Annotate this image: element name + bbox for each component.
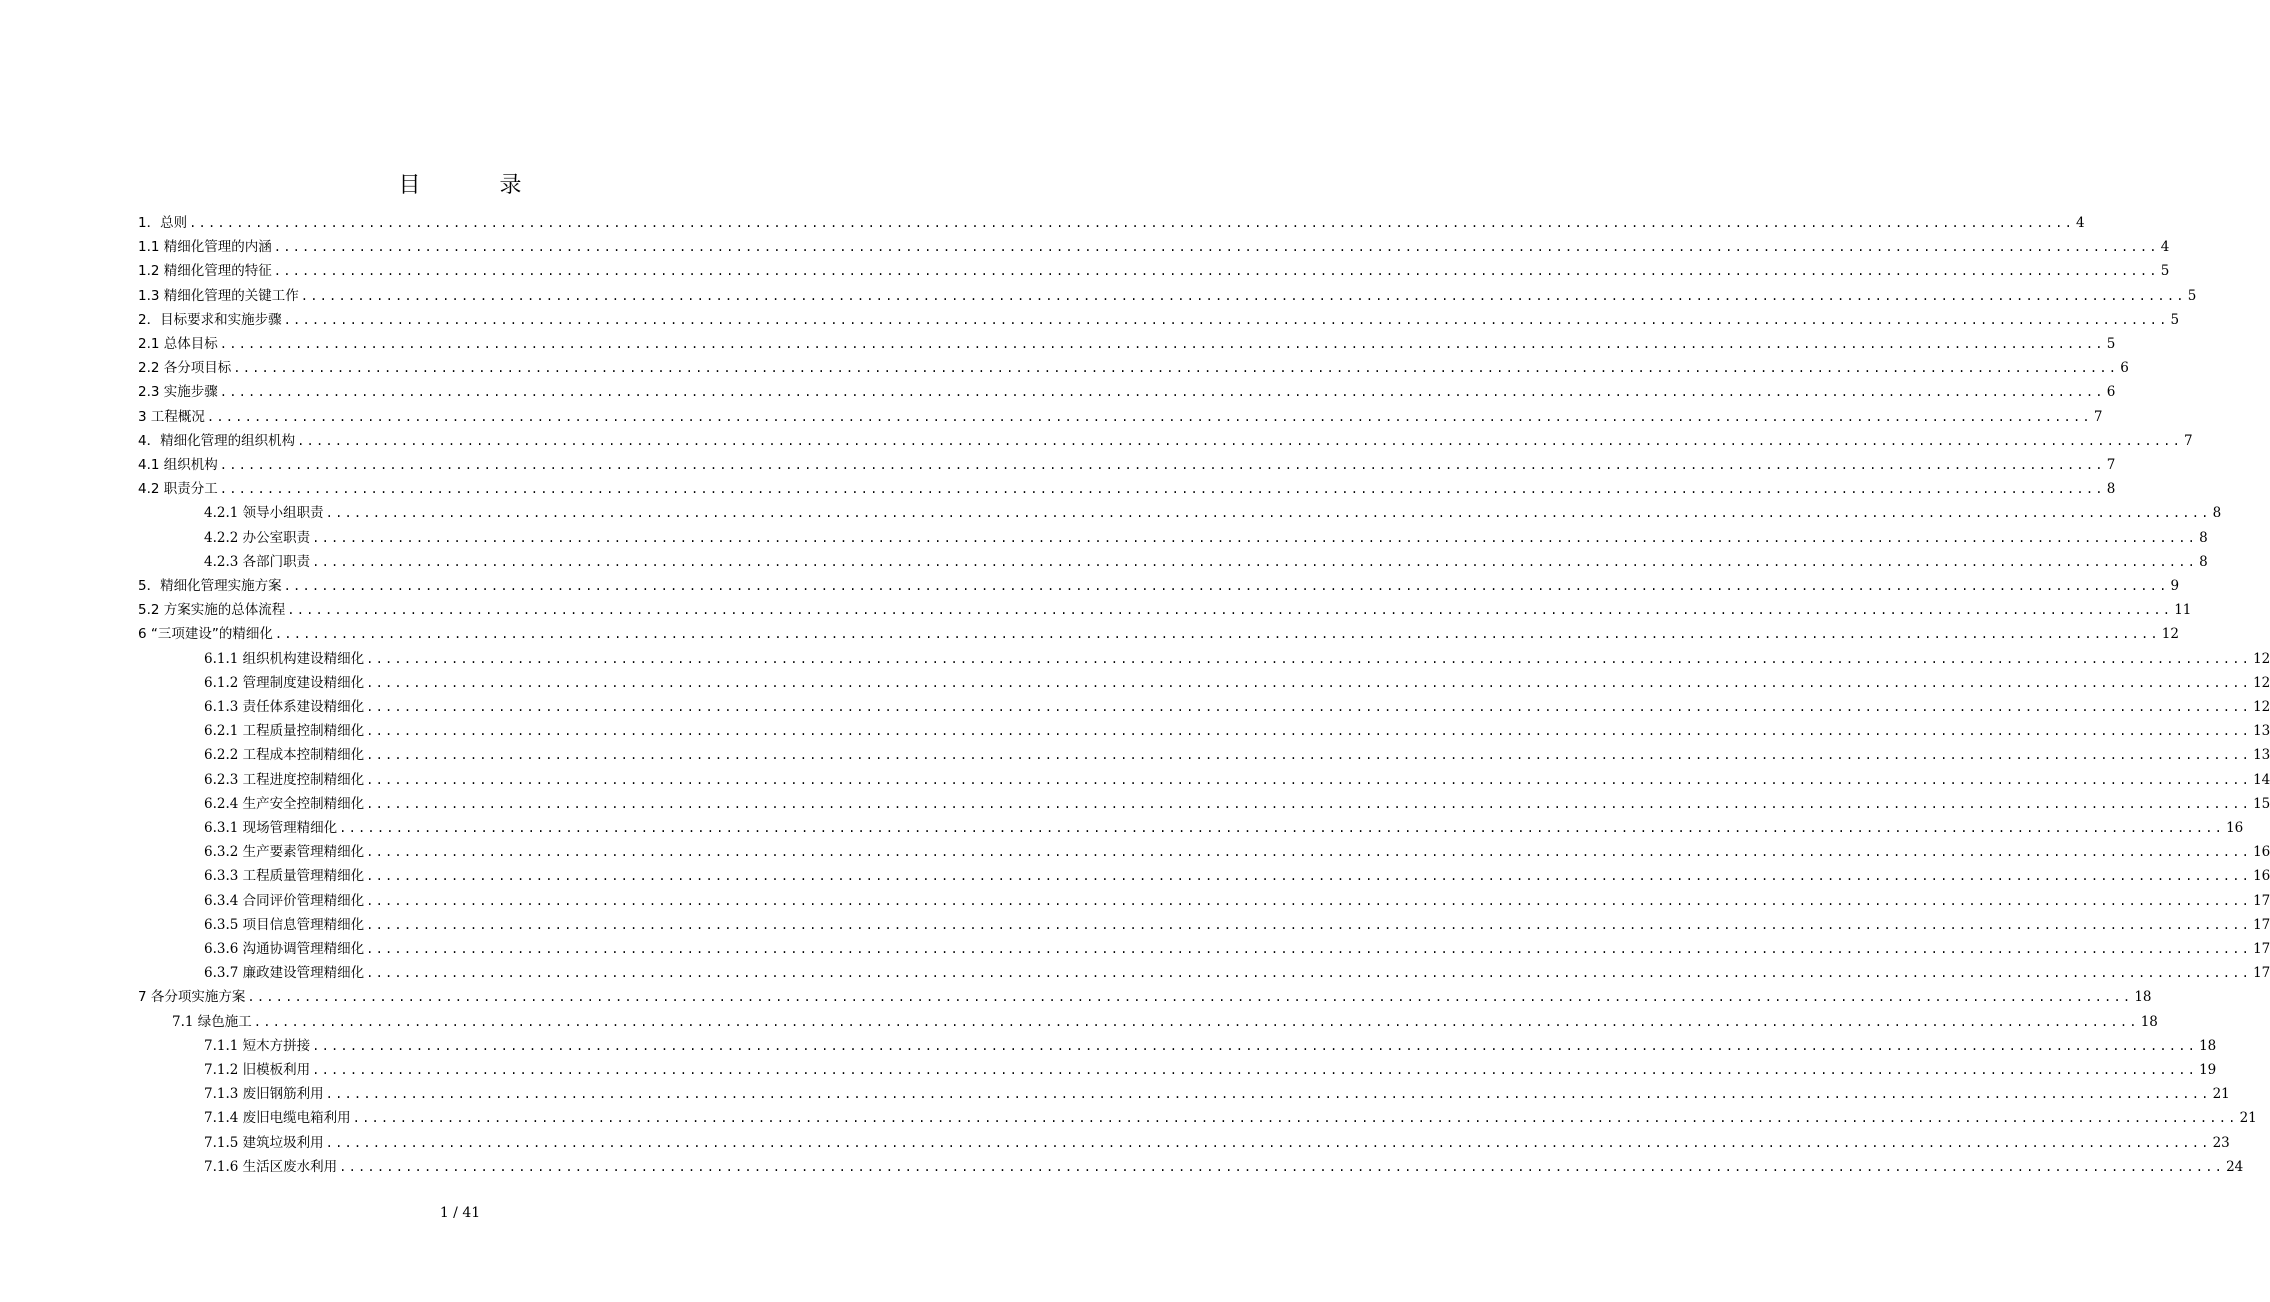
toc-leader-dots: ........................................................................................................................................................................................................	[366, 748, 2252, 763]
toc-entry-page: 13	[2253, 747, 2270, 764]
toc-entry-page: 23	[2212, 1134, 2230, 1151]
toc-entry[interactable]	[0, 547, 2208, 571]
toc-entry-title: 7.1.1 短木方拼接	[204, 1037, 311, 1054]
toc-entry[interactable]	[0, 377, 2116, 401]
toc-entry-page: 19	[2199, 1062, 2217, 1078]
toc-entry-title: 3 工程概况	[138, 408, 205, 425]
toc-entry-title: 4.2.3 各部门职责	[204, 553, 311, 570]
toc-entry-title: 6.3.2 生产要素管理精细化	[204, 844, 365, 861]
toc-entry[interactable]	[0, 934, 2270, 958]
toc-entry[interactable]	[0, 523, 2208, 547]
toc-entry-title: 2.2 各分项目标	[138, 360, 232, 377]
toc-entry[interactable]	[0, 1007, 2158, 1031]
toc-entry-title: 7.1.4 废旧电缆电箱利用	[204, 1110, 351, 1127]
toc-entry[interactable]	[0, 910, 2270, 934]
toc-entry-title: 4.2.2 办公室职责	[204, 529, 311, 546]
toc-entry-page: 12	[2253, 699, 2270, 715]
toc-entry-page: 12	[2161, 626, 2179, 643]
toc-entry-title: 6.2.2 工程成本控制精细化	[204, 747, 365, 764]
toc-leader-dots: ........................................................................................................................................................................................................	[287, 603, 2173, 618]
toc-entry-title: 7.1.3 废旧钢筋利用	[204, 1086, 324, 1103]
toc-leader-dots: ........................................................................................................................................................................................................	[366, 966, 2252, 981]
toc-leader-dots: ........................................................................................................................................................................................................	[366, 893, 2252, 908]
toc-entry-page: 7	[2106, 457, 2116, 473]
toc-entry-page: 16	[2226, 820, 2244, 836]
toc-entry-page: 18	[2199, 1037, 2217, 1054]
toc-entry-title: 1.1 精细化管理的内涵	[138, 239, 272, 256]
toc-leader-dots: ........................................................................................................................................................................................................	[219, 458, 2105, 472]
toc-entry-title: 5．精细化管理实施方案	[138, 578, 282, 594]
toc-leader-dots: ........................................................................................................................................................................................................	[325, 1135, 2211, 1150]
toc-leader-dots: ........................................................................................................................................................................................................	[366, 942, 2252, 956]
toc-leader-dots: ........................................................................................................................................................................................................	[312, 554, 2198, 569]
toc-entry-title: 6.2.3 工程进度控制精细化	[204, 771, 365, 788]
toc-entry-page: 14	[2253, 771, 2270, 788]
toc-entry[interactable]	[0, 450, 2116, 474]
toc-entry-title: 6.1.3 责任体系建设精细化	[204, 699, 365, 715]
toc-entry-page: 8	[2106, 481, 2116, 498]
toc-leader-dots: ........................................................................................................................................................................................................	[339, 1159, 2225, 1174]
toc-entry-title: 7.1.2 旧模板利用	[204, 1062, 311, 1078]
toc-entry-page: 12	[2253, 674, 2270, 691]
toc-leader-dots: ........................................................................................................................................................................................................	[274, 627, 2160, 642]
toc-leader-dots: ........................................................................................................................................................................................................	[253, 1014, 2139, 1029]
toc-entry-title: 7.1 绿色施工	[172, 1013, 252, 1030]
toc-leader-dots: ........................................................................................................................................................................................................	[297, 433, 2183, 448]
toc-entry[interactable]	[0, 1031, 2217, 1055]
toc-entry[interactable]	[0, 837, 2270, 861]
toc-entry-title: 6.3.7 廉政建设管理精细化	[204, 965, 365, 982]
toc-leader-dots: ........................................................................................................................................................................................................	[366, 772, 2252, 787]
toc-entry-title: 6.1.1 组织机构建设精细化	[204, 650, 365, 667]
toc-entry-title: 6.1.2 管理制度建设精细化	[204, 674, 365, 691]
toc-entry-page: 17	[2253, 892, 2270, 909]
toc-entry[interactable]	[0, 232, 2170, 256]
toc-entry[interactable]	[0, 813, 2244, 837]
toc-leader-dots: ........................................................................................................................................................................................................	[352, 1111, 2238, 1126]
toc-leader-dots: ........................................................................................................................................................................................................	[206, 409, 2092, 424]
toc-entry-title: 1.2 精细化管理的特征	[138, 263, 272, 280]
toc-entry-title: 2．目标要求和实施步骤	[138, 311, 282, 328]
toc-leader-dots: ........................................................................................................................................................................................................	[247, 990, 2133, 1005]
toc-entry[interactable]	[0, 281, 2197, 305]
toc-entry-title: 2.3 实施步骤	[138, 384, 218, 401]
toc-entry-page: 18	[2134, 989, 2152, 1006]
toc-entry[interactable]	[0, 789, 2270, 813]
toc-entry-page: 17	[2253, 916, 2270, 933]
toc-entry-page: 21	[2212, 1086, 2230, 1103]
toc-entry-title: 6.3.1 现场管理精细化	[204, 820, 338, 836]
toc-leader-dots: ........................................................................................................................................................................................................	[233, 361, 2119, 376]
toc-entry-page: 18	[2140, 1013, 2158, 1030]
toc-entry-page: 4	[2160, 239, 2170, 256]
toc-entry-title: 4.1 组织机构	[138, 457, 218, 473]
toc-entry-page: 21	[2239, 1110, 2257, 1127]
toc-leader-dots: ........................................................................................................................................................................................................	[273, 240, 2159, 255]
toc-leader-dots: ........................................................................................................................................................................................................	[273, 264, 2159, 279]
toc-entry-page: 7	[2093, 408, 2103, 425]
toc-leader-dots: ........................................................................................................................................................................................................	[366, 869, 2252, 884]
toc-entry-page: 11	[2174, 602, 2192, 619]
toc-entry[interactable]	[0, 716, 2270, 740]
toc-entry-page: 16	[2253, 844, 2270, 861]
toc-entry[interactable]	[0, 765, 2270, 789]
toc-entry[interactable]	[0, 595, 2192, 619]
toc-entry-page: 8	[2212, 505, 2222, 522]
toc-entry[interactable]	[0, 1079, 2230, 1103]
toc-entry[interactable]	[0, 644, 2270, 668]
toc-entry-title: 1.3 精细化管理的关键工作	[138, 287, 299, 304]
toc-leader-dots: ........................................................................................................................................................................................................	[189, 216, 2075, 230]
toc-entry[interactable]	[0, 982, 2152, 1006]
toc-leader-dots: ........................................................................................................................................................................................................	[325, 506, 2211, 521]
page-number-footer: 1 / 41	[439, 1205, 481, 1221]
toc-entry[interactable]	[0, 498, 2222, 522]
toc-entry[interactable]	[0, 571, 2180, 595]
toc-leader-dots: ........................................................................................................................................................................................................	[283, 579, 2169, 593]
toc-leader-dots: ........................................................................................................................................................................................................	[366, 724, 2252, 739]
toc-entry[interactable]	[0, 861, 2270, 885]
toc-leader-dots: ........................................................................................................................................................................................................	[339, 821, 2225, 835]
toc-leader-dots: ........................................................................................................................................................................................................	[219, 337, 2105, 351]
toc-entry[interactable]	[0, 1128, 2230, 1152]
toc-entry-title: 4.2 职责分工	[138, 481, 218, 498]
toc-entry-title: 6.3.4 合同评价管理精细化	[204, 892, 365, 909]
toc-entry-page: 16	[2253, 868, 2270, 885]
toc-leader-dots: ........................................................................................................................................................................................................	[366, 651, 2252, 666]
toc-entry-title: 7.1.6 生活区废水利用	[204, 1158, 338, 1175]
toc-entry[interactable]	[0, 692, 2270, 716]
toc-entry[interactable]	[0, 329, 2116, 353]
toc-entry[interactable]	[0, 619, 2179, 643]
toc-leader-dots: ........................................................................................................................................................................................................	[283, 312, 2169, 327]
toc-entry-title: 7.1.5 建筑垃圾利用	[204, 1134, 324, 1151]
toc-leader-dots: ........................................................................................................................................................................................................	[325, 1087, 2211, 1102]
toc-entry-page: 8	[2199, 553, 2208, 570]
toc-entry[interactable]	[0, 1152, 2244, 1176]
toc-entry[interactable]	[0, 426, 2193, 450]
toc-entry-page: 17	[2253, 941, 2270, 957]
toc-entry-page: 4	[2076, 215, 2085, 231]
toc-leader-dots: ........................................................................................................................................................................................................	[366, 845, 2252, 860]
toc-leader-dots: ........................................................................................................................................................................................................	[366, 796, 2252, 811]
toc-entry-title: 6.3.5 项目信息管理精细化	[204, 916, 365, 933]
toc-leader-dots: ........................................................................................................................................................................................................	[219, 385, 2105, 400]
toc-entry[interactable]	[0, 305, 2180, 329]
toc-entry-page: 9	[2170, 578, 2180, 594]
toc-entry-title: 1．总则	[138, 215, 188, 231]
toc-entry-page: 6	[2120, 360, 2129, 377]
toc-entry-title: 6.3.6 沟通协调管理精细化	[204, 941, 365, 957]
toc-entry[interactable]	[0, 1055, 2217, 1079]
toc-entry-page: 17	[2253, 965, 2270, 982]
toc-leader-dots: ........................................................................................................................................................................................................	[366, 700, 2252, 714]
toc-entry-title: 6.2.1 工程质量控制精细化	[204, 723, 365, 740]
toc-leader-dots: ........................................................................................................................................................................................................	[366, 675, 2252, 690]
toc-entry-page: 6	[2106, 384, 2116, 401]
page-title: 目 录	[398, 173, 558, 198]
toc-entry-page: 5	[2106, 336, 2116, 352]
toc-entry[interactable]	[0, 1103, 2257, 1127]
toc-entry-title: 5.2 方案实施的总体流程	[138, 602, 286, 619]
toc-entry-title: 4.2.1 领导小组职责	[204, 505, 324, 522]
toc-entry-page: 8	[2199, 529, 2208, 546]
toc-entry[interactable]	[0, 353, 2129, 377]
toc-entry[interactable]	[0, 402, 2103, 426]
toc-entry-page: 24	[2226, 1158, 2244, 1175]
toc-leader-dots: ........................................................................................................................................................................................................	[366, 917, 2252, 932]
toc-entry-title: 2.1 总体目标	[138, 336, 218, 352]
toc-entry[interactable]	[0, 668, 2270, 692]
toc-entry-title: 6 “三项建设”的精细化	[138, 626, 273, 643]
toc-entry-title: 6.3.3 工程质量管理精细化	[204, 868, 365, 885]
toc-entry[interactable]	[0, 208, 2085, 232]
toc-leader-dots: ........................................................................................................................................................................................................	[312, 1063, 2198, 1077]
toc-entry[interactable]	[0, 256, 2170, 280]
toc-leader-dots: ........................................................................................................................................................................................................	[219, 482, 2105, 497]
toc-entry-page: 7	[2184, 432, 2193, 449]
toc-entry-title: 7 各分项实施方案	[138, 989, 246, 1006]
toc-entry-page: 5	[2160, 263, 2170, 280]
toc-entry[interactable]	[0, 886, 2270, 910]
toc-entry[interactable]	[0, 958, 2270, 982]
toc-entry-title: 6.2.4 生产安全控制精细化	[204, 795, 365, 812]
toc-leader-dots: ........................................................................................................................................................................................................	[312, 1038, 2198, 1053]
toc-entry-page: 5	[2170, 311, 2180, 328]
toc-entry[interactable]	[0, 474, 2116, 498]
toc-leader-dots: ........................................................................................................................................................................................................	[312, 530, 2198, 545]
toc-entry-page: 15	[2253, 795, 2270, 812]
toc-entry[interactable]	[0, 740, 2270, 764]
toc-entry-page: 12	[2253, 650, 2270, 667]
toc-entry-title: 4．精细化管理的组织机构	[138, 432, 296, 449]
toc-entry-page: 13	[2253, 723, 2270, 740]
toc-entry-page: 5	[2187, 287, 2197, 304]
toc-leader-dots: ........................................................................................................................................................................................................	[300, 288, 2186, 303]
